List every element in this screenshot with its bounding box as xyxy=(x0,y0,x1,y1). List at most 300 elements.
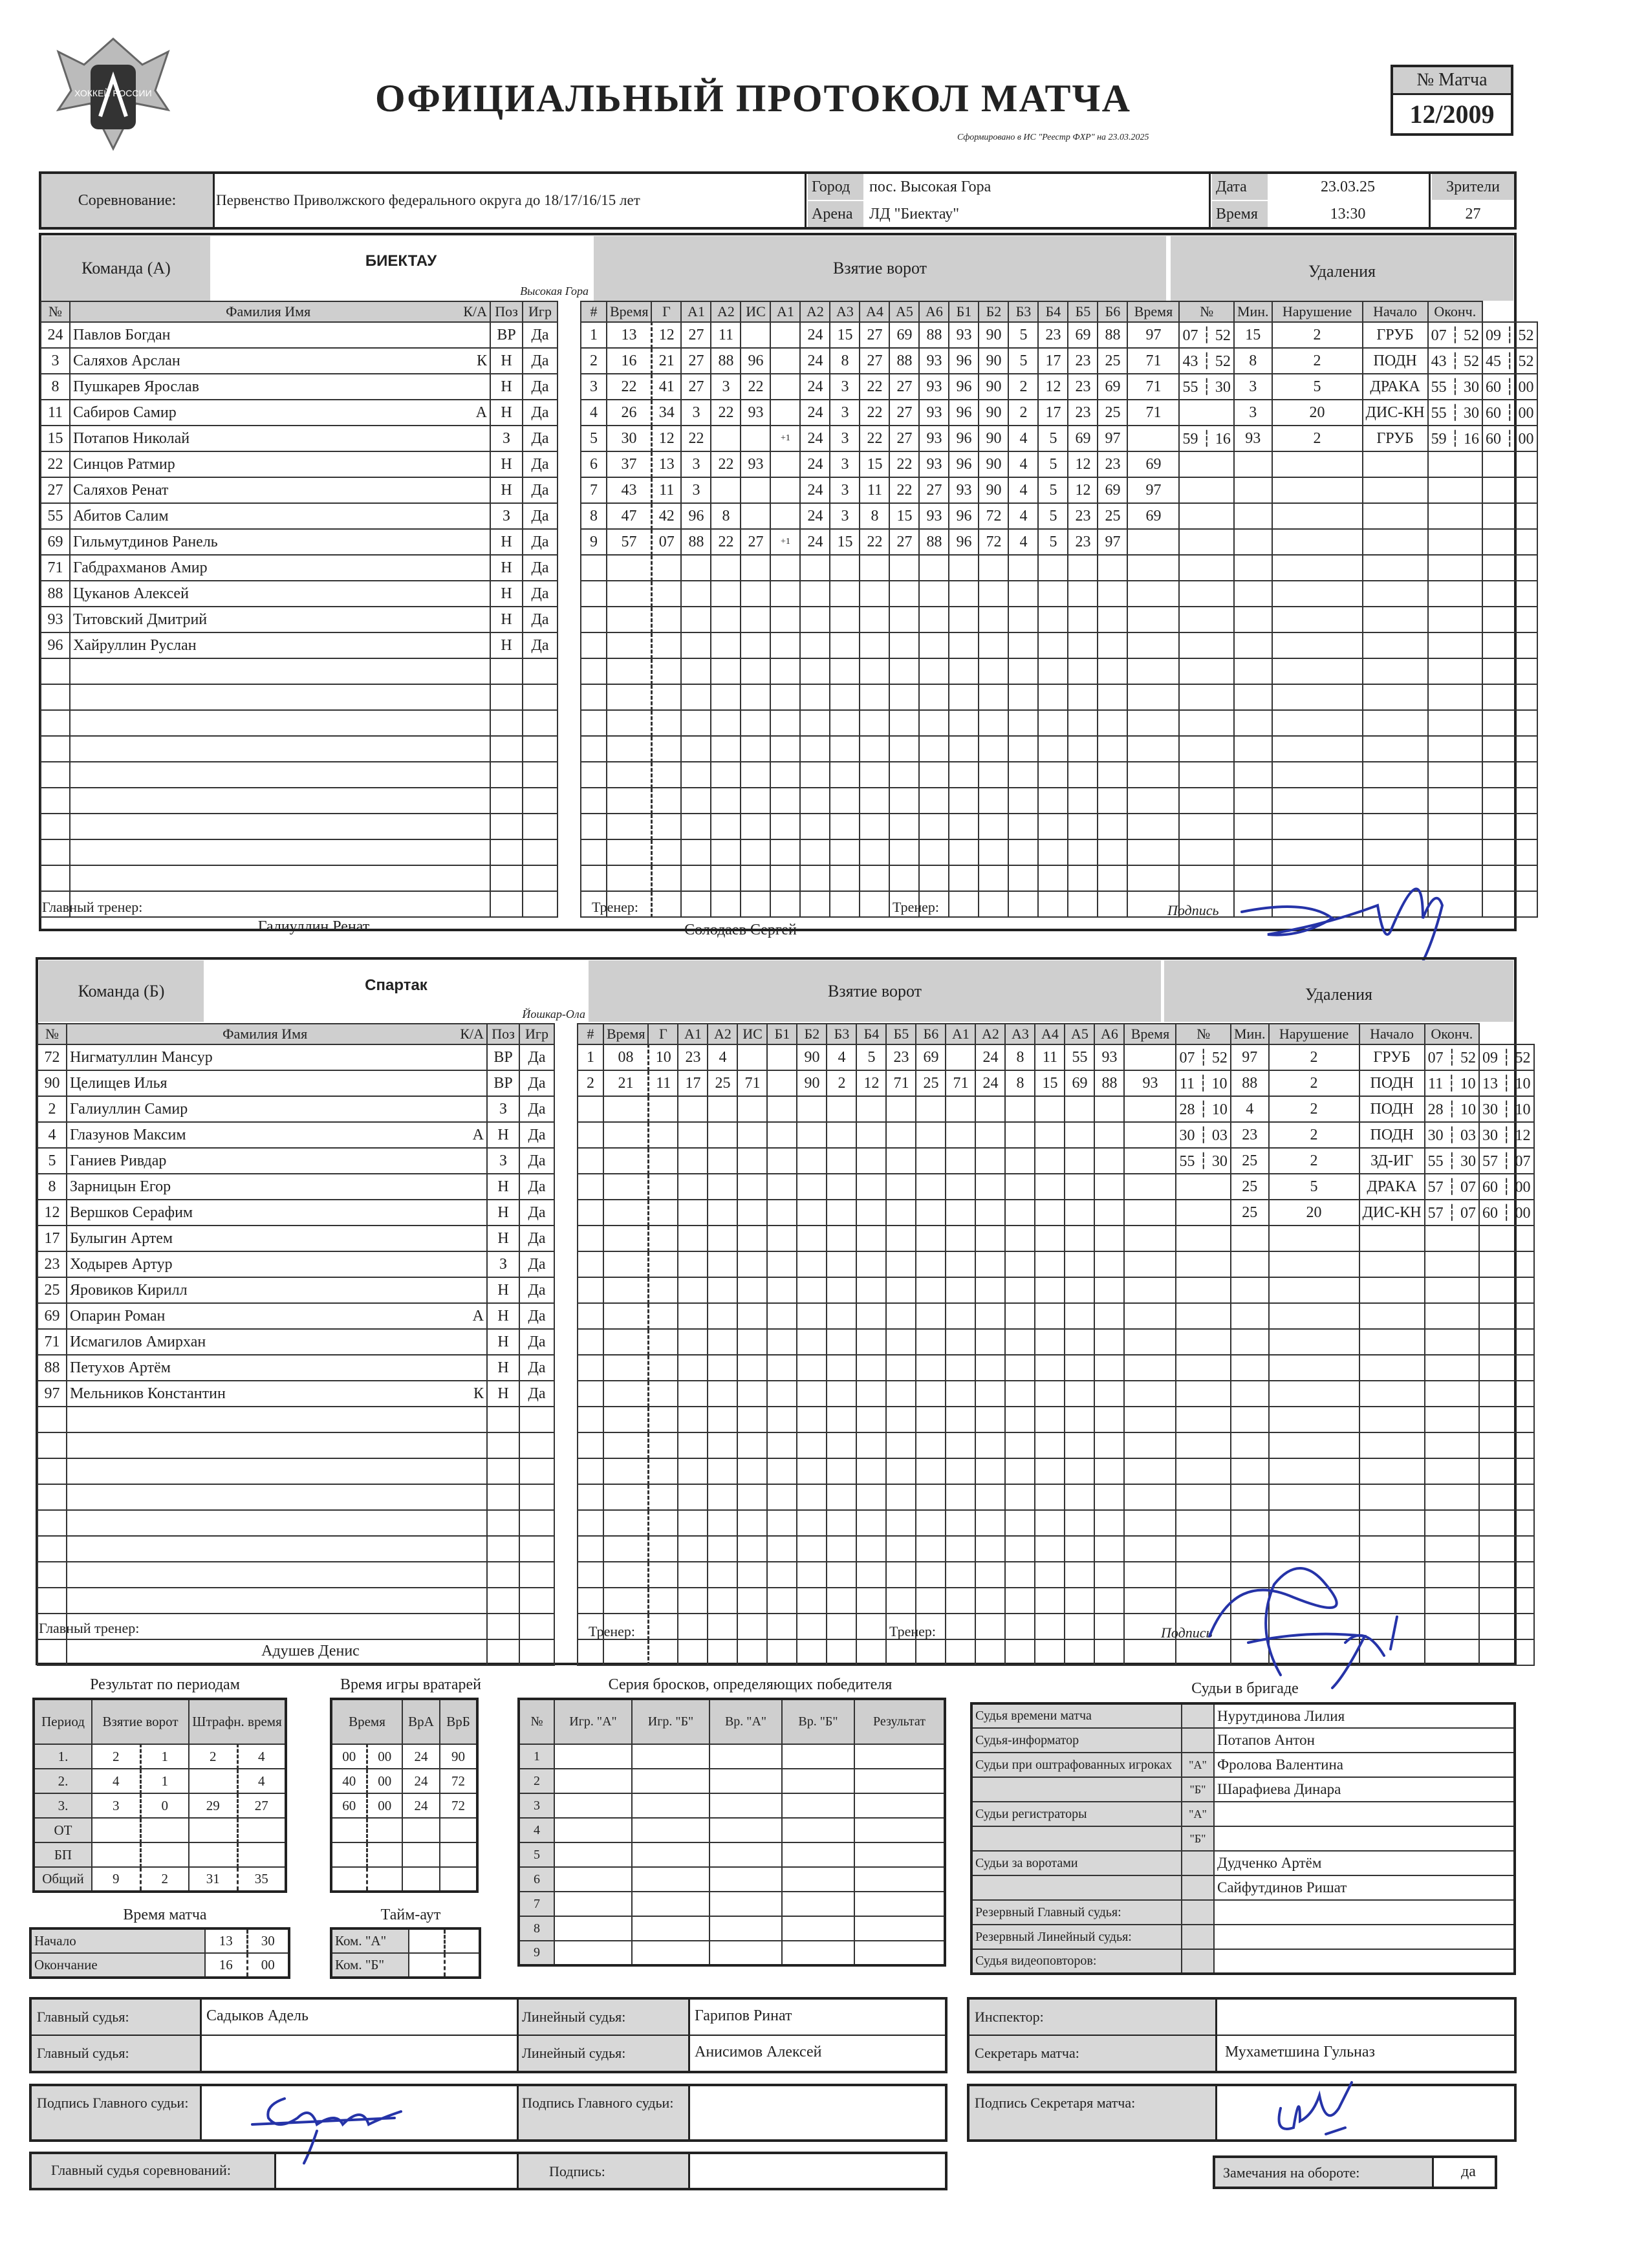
player-position: Н xyxy=(490,400,523,426)
goal-cell xyxy=(581,607,607,632)
goal-cell: 8 xyxy=(860,503,889,529)
pen-time xyxy=(1176,1484,1230,1510)
goal-cell xyxy=(1124,1588,1176,1614)
onice-col: Б6 xyxy=(1098,301,1127,322)
player-name xyxy=(67,1226,487,1251)
goal-cell xyxy=(830,788,860,814)
goal-cell xyxy=(1068,788,1098,814)
goal-cell xyxy=(979,814,1008,839)
goal-cell: 24 xyxy=(975,1044,1005,1070)
goal-cell xyxy=(919,788,949,814)
goal-cell xyxy=(708,1484,737,1510)
pen-start xyxy=(1428,581,1482,607)
pen-start: 57 ┆ 07 xyxy=(1425,1174,1479,1200)
pen-player xyxy=(1231,1432,1269,1458)
goal-cell xyxy=(770,684,800,710)
goal-cell xyxy=(681,814,711,839)
timeout-b-min[interactable] xyxy=(409,1953,444,1978)
goal-cell xyxy=(607,814,651,839)
goal-cell xyxy=(860,865,889,891)
goal-cell xyxy=(770,400,800,426)
pen-infraction xyxy=(1359,1458,1425,1484)
goal-cell xyxy=(708,1148,737,1174)
goal-cell xyxy=(1008,710,1038,736)
player-name-text: Абитов Салим xyxy=(73,507,169,524)
goal-cell xyxy=(827,1536,856,1562)
goal-cell: 96 xyxy=(949,400,979,426)
goal-cell xyxy=(1065,1510,1094,1536)
goal-cell xyxy=(767,1226,797,1251)
goal-cell xyxy=(975,1355,1005,1381)
period-value xyxy=(189,1769,237,1793)
pen-time xyxy=(1176,1200,1230,1226)
goal-cell xyxy=(578,1381,603,1407)
player-position: ВР xyxy=(487,1044,519,1070)
pen-start: 55 ┆ 30 xyxy=(1428,400,1482,426)
goal-col-2: Г xyxy=(648,1024,678,1044)
player-played xyxy=(523,684,558,710)
goal-cell xyxy=(578,1277,603,1303)
goal-cell xyxy=(651,839,681,865)
pen-minutes xyxy=(1269,1407,1359,1432)
goal-col-5: ИС xyxy=(741,301,770,322)
goal-cell xyxy=(708,1251,737,1277)
shootout-cell xyxy=(709,1892,782,1916)
period-value: 9 xyxy=(92,1867,140,1892)
referee-role: Судьи регистраторы xyxy=(971,1802,1182,1826)
pen-minutes: 2 xyxy=(1272,348,1363,374)
player-name xyxy=(67,1432,487,1458)
goal-cell xyxy=(856,1355,886,1381)
goal-cell: 30 xyxy=(607,426,651,451)
player-row xyxy=(38,1432,1534,1458)
goal-cell xyxy=(827,1381,856,1407)
shootout-cell xyxy=(782,1916,854,1941)
pen-time xyxy=(1179,865,1233,891)
goal-cell xyxy=(1068,607,1098,632)
spacer-cell xyxy=(558,503,581,529)
goal-cell: 5 xyxy=(1038,477,1068,503)
goal-cell xyxy=(1094,1122,1124,1148)
goalie-row xyxy=(331,1744,477,1769)
goal-cell: 25 xyxy=(916,1070,946,1096)
pen-player xyxy=(1234,503,1272,529)
goal-cell xyxy=(648,1510,678,1536)
goal-cell xyxy=(946,1432,975,1458)
goal-cell: 55 xyxy=(1065,1044,1094,1070)
goal-cell xyxy=(708,1407,737,1432)
goal-cell xyxy=(708,1536,737,1562)
goal-cell xyxy=(979,710,1008,736)
spacer-cell xyxy=(558,632,581,658)
player-number: 24 xyxy=(41,322,70,348)
goal-cell xyxy=(1005,1432,1035,1458)
team-a-penalties-header: Удаления xyxy=(1171,236,1513,301)
player-played xyxy=(519,1614,554,1639)
shootout-cell xyxy=(782,1892,854,1916)
pen-infraction xyxy=(1363,762,1428,788)
goal-cell xyxy=(1065,1329,1094,1355)
goal-cell xyxy=(800,658,830,684)
player-name xyxy=(67,1251,487,1277)
goal-cell: 22 xyxy=(860,374,889,400)
referee-name xyxy=(1214,1949,1515,1974)
col-name-text: Фамилия Имя xyxy=(222,1026,308,1042)
pen-start: 55 ┆ 30 xyxy=(1428,374,1482,400)
goalie-value: 24 xyxy=(402,1744,440,1769)
shootout-cell xyxy=(632,1769,709,1793)
goal-cell: 88 xyxy=(889,348,919,374)
goal-cell xyxy=(949,684,979,710)
goal-cell xyxy=(827,1226,856,1251)
goal-cell xyxy=(1038,788,1068,814)
period-value: 2 xyxy=(92,1744,140,1769)
player-played: Да xyxy=(519,1096,554,1122)
goal-cell xyxy=(856,1122,886,1148)
spectators-label: Зрители xyxy=(1432,174,1514,200)
goal-cell: 71 xyxy=(886,1070,916,1096)
onice-col: Б4 xyxy=(856,1024,886,1044)
goal-cell xyxy=(1127,658,1179,684)
goal-cell xyxy=(678,1484,708,1510)
player-played xyxy=(519,1588,554,1614)
pen-end xyxy=(1479,1588,1533,1614)
pen-infraction xyxy=(1359,1510,1425,1536)
shootout-cell xyxy=(854,1818,945,1842)
pen-player xyxy=(1234,451,1272,477)
goal-cell xyxy=(581,555,607,581)
goal-cell xyxy=(1035,1148,1065,1174)
secretary-signature-box xyxy=(967,2084,1517,2142)
goal-cell xyxy=(651,814,681,839)
player-number xyxy=(41,762,70,788)
goal-cell xyxy=(578,1251,603,1277)
player-name xyxy=(70,684,490,710)
goal-cell xyxy=(1098,684,1127,710)
pen-player: 23 xyxy=(1231,1122,1269,1148)
referee-name: Фролова Валентина xyxy=(1214,1753,1515,1777)
shootout-num: 4 xyxy=(519,1818,554,1842)
referee-row xyxy=(971,1925,1515,1949)
goal-cell: 9 xyxy=(581,529,607,555)
pen-col: Нарушение xyxy=(1269,1024,1359,1044)
match-start-m: 30 xyxy=(247,1928,289,1953)
referees-table xyxy=(970,1702,1516,1975)
city-label: Город xyxy=(808,174,863,200)
spacer-cell xyxy=(554,1096,578,1122)
goal-cell xyxy=(1124,1536,1176,1562)
team-a-head-coach-label: Главный тренер: xyxy=(42,899,143,915)
shootout-cell xyxy=(782,1818,854,1842)
goal-cell xyxy=(1068,684,1098,710)
goal-cell: 15 xyxy=(1035,1070,1065,1096)
player-position xyxy=(487,1458,519,1484)
goal-cell xyxy=(648,1484,678,1510)
team-b-coach2-label: Тренер: xyxy=(889,1623,937,1639)
player-played xyxy=(519,1536,554,1562)
pen-infraction xyxy=(1359,1277,1425,1303)
goal-cell xyxy=(800,710,830,736)
player-row xyxy=(41,555,1537,581)
goal-cell: 12 xyxy=(1068,477,1098,503)
goal-cell xyxy=(737,1588,767,1614)
pen-minutes xyxy=(1269,1432,1359,1458)
pen-infraction: ПОДН xyxy=(1359,1096,1425,1122)
goal-cell: 93 xyxy=(1124,1070,1176,1096)
pen-time xyxy=(1176,1407,1230,1432)
player-played xyxy=(519,1458,554,1484)
goal-cell: 96 xyxy=(949,374,979,400)
goal-cell xyxy=(651,710,681,736)
player-row xyxy=(41,762,1537,788)
goal-cell xyxy=(949,555,979,581)
player-number xyxy=(38,1432,67,1458)
pen-minutes: 2 xyxy=(1272,426,1363,451)
team-b-head-coach-label: Главный тренер: xyxy=(39,1620,140,1636)
shootout-cell xyxy=(782,1941,854,1965)
goal-cell xyxy=(737,1407,767,1432)
goal-cell: 88 xyxy=(1094,1070,1124,1096)
periods-table xyxy=(32,1698,287,1893)
goal-cell xyxy=(1127,607,1179,632)
goal-cell: 24 xyxy=(800,529,830,555)
goal-cell: 23 xyxy=(1068,503,1098,529)
goal-cell: 24 xyxy=(800,348,830,374)
goal-cell xyxy=(607,581,651,607)
goal-cell xyxy=(800,581,830,607)
player-row xyxy=(41,348,1537,374)
shootout-cell xyxy=(554,1769,632,1793)
onice-col: А5 xyxy=(1065,1024,1094,1044)
pen-minutes xyxy=(1269,1484,1359,1510)
pen-player: 25 xyxy=(1231,1174,1269,1200)
referee-team: "Б" xyxy=(1182,1826,1214,1851)
player-position: Н xyxy=(490,632,523,658)
player-played: Да xyxy=(523,451,558,477)
goal-cell xyxy=(827,1277,856,1303)
goal-cell: 24 xyxy=(800,426,830,451)
spacer-cell xyxy=(554,1200,578,1226)
player-number xyxy=(41,658,70,684)
goal-cell xyxy=(949,658,979,684)
goal-cell xyxy=(578,1588,603,1614)
goal-cell xyxy=(856,1226,886,1251)
goal-cell xyxy=(856,1536,886,1562)
goal-cell xyxy=(1035,1407,1065,1432)
timeout-a-min[interactable] xyxy=(409,1928,444,1953)
goal-cell xyxy=(916,1536,946,1562)
player-name xyxy=(70,322,490,348)
goal-cell xyxy=(711,581,741,607)
goal-cell xyxy=(916,1432,946,1458)
pen-start: 59 ┆ 16 xyxy=(1428,426,1482,451)
col-name xyxy=(70,301,490,322)
shootout-cell xyxy=(782,1842,854,1867)
goal-cell xyxy=(975,1226,1005,1251)
timeout-a-sec[interactable] xyxy=(444,1928,480,1953)
goal-cell xyxy=(827,1251,856,1277)
pen-minutes: 2 xyxy=(1269,1044,1359,1070)
pen-infraction xyxy=(1363,555,1428,581)
goal-cell xyxy=(830,684,860,710)
referee-name: Нурутдинова Лилия xyxy=(1214,1703,1515,1728)
player-number xyxy=(38,1536,67,1562)
player-name-text: Пушкарев Ярослав xyxy=(73,378,199,395)
player-row xyxy=(41,451,1537,477)
spacer-cell xyxy=(558,451,581,477)
goal-cell xyxy=(770,736,800,762)
goal-cell xyxy=(1065,1303,1094,1329)
signature-box xyxy=(29,2084,947,2142)
goal-cell: 93 xyxy=(741,451,770,477)
pen-infraction: ДРАКА xyxy=(1359,1174,1425,1200)
player-position: Н xyxy=(490,348,523,374)
player-position xyxy=(490,684,523,710)
pen-time xyxy=(1179,710,1233,736)
goal-cell: 96 xyxy=(949,451,979,477)
goal-cell xyxy=(607,710,651,736)
goal-cell xyxy=(856,1432,886,1458)
goal-cell xyxy=(1005,1200,1035,1226)
player-name-text: Хайруллин Руслан xyxy=(73,636,197,654)
goal-cell xyxy=(1098,632,1127,658)
goal-cell xyxy=(830,762,860,788)
player-name-text: Галиуллин Самир xyxy=(70,1100,188,1118)
goal-cell xyxy=(856,1251,886,1277)
goal-cell xyxy=(1098,865,1127,891)
goal-cell xyxy=(1127,632,1179,658)
shootout-title: Серия бросков, определяющих победителя xyxy=(608,1676,893,1693)
goal-cell xyxy=(603,1510,648,1536)
pen-infraction: ДРАКА xyxy=(1363,374,1428,400)
shootout-cell xyxy=(854,1793,945,1818)
officials-box xyxy=(29,1997,947,2073)
goal-cell xyxy=(975,1562,1005,1588)
goal-cell: 27 xyxy=(741,529,770,555)
col-igr: Игр xyxy=(519,1024,554,1044)
goal-cell xyxy=(708,1510,737,1536)
pen-time: 43 ┆ 52 xyxy=(1179,348,1233,374)
goal-cell: 27 xyxy=(860,322,889,348)
pen-time xyxy=(1176,1432,1230,1458)
goal-cell: 21 xyxy=(603,1070,648,1096)
goal-cell xyxy=(856,1588,886,1614)
goal-cell xyxy=(678,1148,708,1174)
goal-cell xyxy=(827,1096,856,1122)
goal-cell xyxy=(651,581,681,607)
pen-end: 60 ┆ 00 xyxy=(1482,400,1537,426)
goal-cell xyxy=(919,736,949,762)
remarks-box xyxy=(1213,2155,1497,2189)
goal-cell xyxy=(946,1174,975,1200)
shootout-cell xyxy=(854,1867,945,1892)
goal-cell xyxy=(946,1044,975,1070)
pen-end xyxy=(1479,1303,1533,1329)
pen-time xyxy=(1176,1303,1230,1329)
goal-cell xyxy=(800,762,830,788)
referee-role: Резервный Линейный судья: xyxy=(971,1925,1182,1949)
period-value xyxy=(92,1842,140,1867)
goal-cell xyxy=(979,581,1008,607)
periods-col-period: Период xyxy=(34,1699,92,1744)
date-label: Дата xyxy=(1212,174,1268,200)
goal-cell xyxy=(581,762,607,788)
shootout-cell xyxy=(854,1769,945,1793)
goal-cell xyxy=(578,1226,603,1251)
player-position: Н xyxy=(490,607,523,632)
goal-cell: 16 xyxy=(607,348,651,374)
spacer-cell xyxy=(558,348,581,374)
goal-cell xyxy=(886,1329,916,1355)
goal-cell xyxy=(975,1407,1005,1432)
goal-cell xyxy=(1005,1407,1035,1432)
goal-cell xyxy=(1008,684,1038,710)
goal-cell xyxy=(946,1200,975,1226)
goal-cell: 71 xyxy=(1127,348,1179,374)
pen-player xyxy=(1231,1329,1269,1355)
goal-cell xyxy=(919,658,949,684)
goal-cell xyxy=(1005,1303,1035,1329)
goal-cell: 2 xyxy=(1008,400,1038,426)
goal-cell xyxy=(1008,814,1038,839)
goal-cell: 13 xyxy=(651,451,681,477)
inspector-label: Инспектор: xyxy=(975,2009,1044,2025)
goal-cell xyxy=(711,710,741,736)
line-ref-1-label: Линейный судья: xyxy=(522,2009,626,2025)
player-position: Н xyxy=(490,581,523,607)
goal-cell xyxy=(767,1510,797,1536)
referees-title: Судьи в бригаде xyxy=(1191,1680,1299,1697)
player-name xyxy=(70,762,490,788)
goal-cell xyxy=(678,1536,708,1562)
goal-cell xyxy=(797,1614,827,1639)
referee-team xyxy=(1182,1728,1214,1753)
player-name xyxy=(67,1148,487,1174)
goal-cell xyxy=(1005,1355,1035,1381)
player-name xyxy=(70,348,490,374)
pen-player xyxy=(1231,1251,1269,1277)
goal-cell xyxy=(860,736,889,762)
pen-start xyxy=(1428,762,1482,788)
spacer-cell xyxy=(554,1251,578,1277)
shootout-row xyxy=(519,1842,945,1867)
player-position: З xyxy=(487,1251,519,1277)
goal-cell xyxy=(1124,1251,1176,1277)
goal-cell xyxy=(737,1251,767,1277)
player-played xyxy=(519,1407,554,1432)
spacer-cell xyxy=(558,788,581,814)
goal-cell xyxy=(678,1251,708,1277)
timeout-b-sec[interactable] xyxy=(444,1953,480,1978)
goal-cell xyxy=(581,814,607,839)
team-a-head-coach: Галиуллин Ренат xyxy=(257,918,370,935)
goal-cell xyxy=(975,1639,1005,1665)
team-b-penalties-header: Удаления xyxy=(1164,960,1513,1022)
goal-cell xyxy=(1094,1536,1124,1562)
goal-cell: 3 xyxy=(830,477,860,503)
pen-infraction: ПОДН xyxy=(1359,1070,1425,1096)
referee-role: Резервный Главный судья: xyxy=(971,1900,1182,1925)
shootout-num: 1 xyxy=(519,1744,554,1769)
player-name xyxy=(70,839,490,865)
pen-player xyxy=(1231,1510,1269,1536)
goal-cell: 3 xyxy=(681,400,711,426)
pen-time xyxy=(1176,1226,1230,1251)
goal-cell xyxy=(770,555,800,581)
shootout-col: Результат xyxy=(854,1699,945,1744)
player-played: Да xyxy=(519,1174,554,1200)
goal-cell: 22 xyxy=(860,529,889,555)
